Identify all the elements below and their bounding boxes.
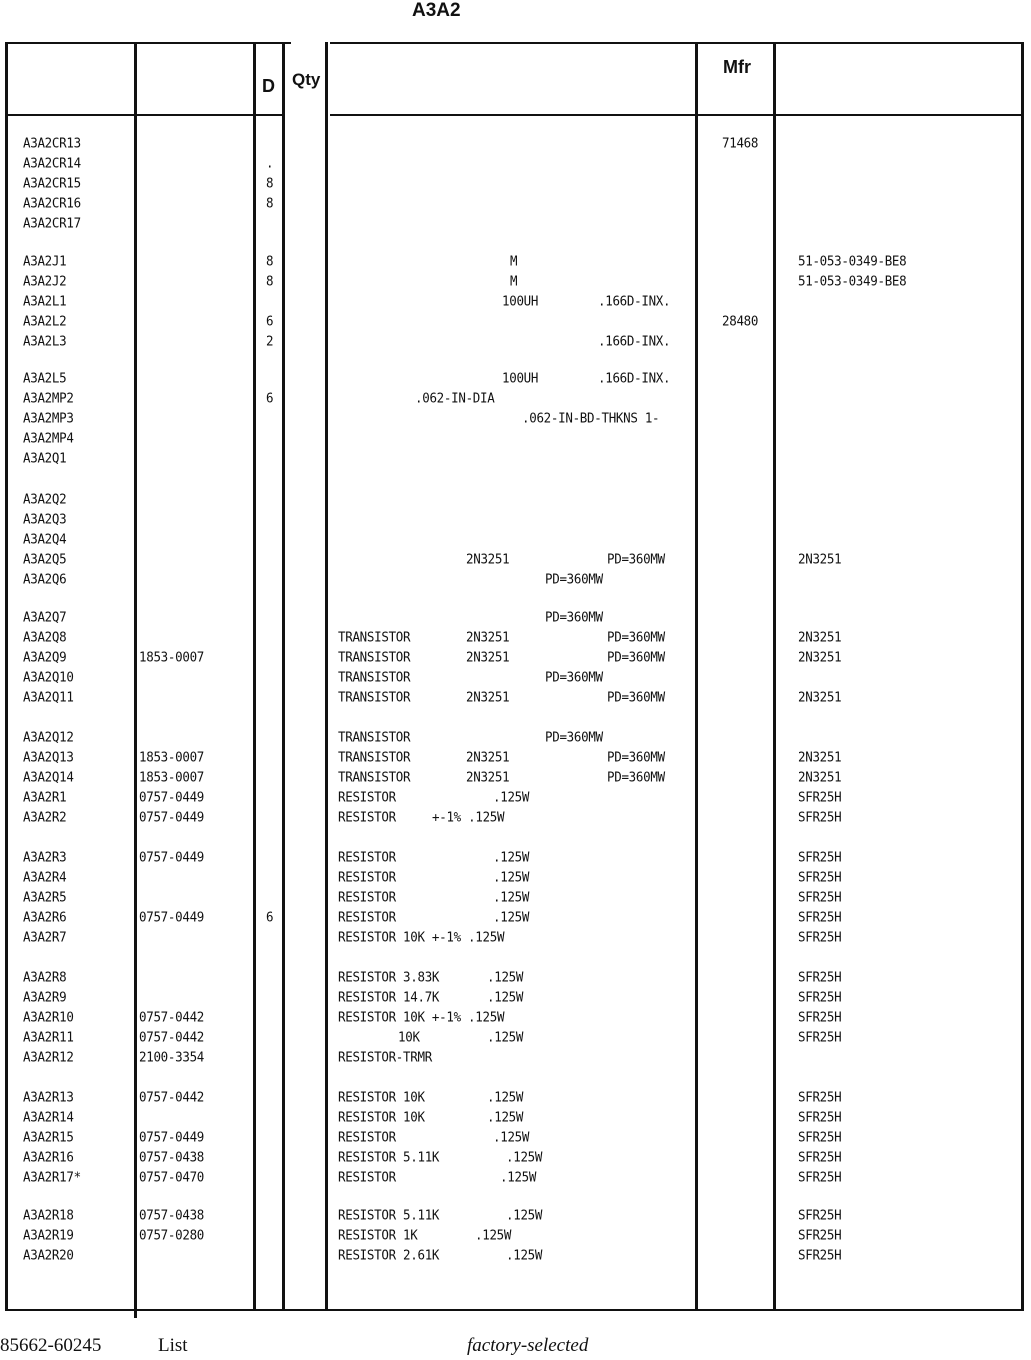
description-fragment: 100UH <box>502 369 539 386</box>
description-fragment: .166D-INX. <box>598 292 671 309</box>
hp-part-number: 0757-0442 <box>139 1008 205 1025</box>
check-digit: 6 <box>266 389 274 406</box>
top-rule-right <box>330 42 1024 44</box>
hp-part-number: 0757-0449 <box>139 848 205 865</box>
mfr-part-number: 2N3251 <box>798 648 842 665</box>
description-fragment: PD=360MW <box>607 628 665 645</box>
description-fragment: RESISTOR <box>338 1168 396 1185</box>
description-fragment: 2N3251 <box>466 550 510 567</box>
mfr-part-number: 2N3251 <box>798 748 842 765</box>
mfr-part-number: SFR25H <box>798 848 842 865</box>
description-fragment: RESISTOR 2.61K <box>338 1246 440 1263</box>
description-fragment: .166D-INX. <box>598 332 671 349</box>
col-line-0 <box>5 42 8 1311</box>
reference-designator: A3A2L5 <box>23 369 67 386</box>
description-fragment: .125W <box>493 848 530 865</box>
description-fragment: .062-IN-BD-THKNS 1- <box>522 409 660 426</box>
description-fragment: 2N3251 <box>466 628 510 645</box>
mfr-part-number: SFR25H <box>798 968 842 985</box>
description-fragment: M <box>510 272 518 289</box>
mfr-part-number: SFR25H <box>798 1088 842 1105</box>
description-fragment: RESISTOR 1K <box>338 1226 418 1243</box>
check-digit: 8 <box>266 272 274 289</box>
reference-designator: A3A2R17* <box>23 1168 81 1185</box>
description-fragment: PD=360MW <box>607 748 665 765</box>
reference-designator: A3A2Q1 <box>23 449 67 466</box>
reference-designator: A3A2R11 <box>23 1028 74 1045</box>
col-line-7 <box>1021 42 1024 1311</box>
description-fragment: RESISTOR <box>338 888 396 905</box>
hp-part-number: 1853-0007 <box>139 768 205 785</box>
reference-designator: A3A2R15 <box>23 1128 74 1145</box>
reference-designator: A3A2MP4 <box>23 429 74 446</box>
description-fragment: .125W <box>506 1148 543 1165</box>
reference-designator: A3A2Q13 <box>23 748 74 765</box>
check-digit: 8 <box>266 174 274 191</box>
reference-designator: A3A2R18 <box>23 1206 74 1223</box>
reference-designator: A3A2Q3 <box>23 510 67 527</box>
top-rule-left <box>5 42 291 44</box>
mfr-part-number: 2N3251 <box>798 628 842 645</box>
mfr-part-number: SFR25H <box>798 1108 842 1125</box>
reference-designator: A3A2R7 <box>23 928 67 945</box>
mfr-part-number: SFR25H <box>798 808 842 825</box>
description-fragment: .125W <box>487 988 524 1005</box>
mfr-part-number: 51-053-0349-BE8 <box>798 252 907 269</box>
check-digit: 2 <box>266 332 274 349</box>
reference-designator: A3A2CR16 <box>23 194 81 211</box>
reference-designator: A3A2J2 <box>23 272 67 289</box>
col-line-4 <box>325 42 328 1311</box>
description-fragment: RESISTOR <box>338 808 396 825</box>
hp-part-number: 0757-0438 <box>139 1148 205 1165</box>
header-rule-left <box>5 114 285 116</box>
description-fragment: RESISTOR <box>338 848 396 865</box>
description-fragment: PD=360MW <box>545 728 603 745</box>
description-fragment: .125W <box>500 1168 537 1185</box>
description-fragment: .125W <box>506 1246 543 1263</box>
description-fragment: +-1% .125W <box>432 808 505 825</box>
reference-designator: A3A2R13 <box>23 1088 74 1105</box>
description-fragment: RESISTOR <box>338 908 396 925</box>
reference-designator: A3A2Q5 <box>23 550 67 567</box>
hp-part-number: 1853-0007 <box>139 648 205 665</box>
reference-designator: A3A2CR15 <box>23 174 81 191</box>
check-digit: 6 <box>266 908 274 925</box>
mfr-part-number: SFR25H <box>798 988 842 1005</box>
mfr-part-number: SFR25H <box>798 1246 842 1263</box>
mfr-part-number: 2N3251 <box>798 768 842 785</box>
description-fragment: RESISTOR 14.7K <box>338 988 440 1005</box>
reference-designator: A3A2R2 <box>23 808 67 825</box>
hp-part-number: 0757-0470 <box>139 1168 205 1185</box>
hp-part-number: 0757-0449 <box>139 1128 205 1145</box>
description-fragment: .125W <box>493 888 530 905</box>
reference-designator: A3A2L3 <box>23 332 67 349</box>
mfr-part-number: SFR25H <box>798 1206 842 1223</box>
reference-designator: A3A2Q2 <box>23 490 67 507</box>
hp-part-number: 0757-0449 <box>139 808 205 825</box>
reference-designator: A3A2Q7 <box>23 608 67 625</box>
mfr-part-number: SFR25H <box>798 1028 842 1045</box>
page-title: A3A2 <box>412 0 461 21</box>
reference-designator: A3A2MP3 <box>23 409 74 426</box>
reference-designator: A3A2MP2 <box>23 389 74 406</box>
mfr-part-number: 2N3251 <box>798 550 842 567</box>
footer-note: factory-selected <box>467 1335 589 1356</box>
mfr-part-number: 51-053-0349-BE8 <box>798 272 907 289</box>
hp-part-number: 2100-3354 <box>139 1048 205 1065</box>
description-fragment: 100UH <box>502 292 539 309</box>
col-line-2 <box>253 42 256 1311</box>
description-fragment: TRANSISTOR <box>338 768 411 785</box>
reference-designator: A3A2R1 <box>23 788 67 805</box>
mfr-code: 28480 <box>722 312 759 329</box>
mfr-part-number: SFR25H <box>798 1008 842 1025</box>
description-fragment: .125W <box>493 908 530 925</box>
reference-designator: A3A2Q4 <box>23 530 67 547</box>
hp-part-number: 0757-0442 <box>139 1088 205 1105</box>
mfr-part-number: SFR25H <box>798 788 842 805</box>
description-fragment: PD=360MW <box>545 570 603 587</box>
check-digit: 6 <box>266 312 274 329</box>
footer-part-number: 85662-60245 <box>0 1335 102 1356</box>
description-fragment: PD=360MW <box>607 688 665 705</box>
col-line-5 <box>695 42 698 1311</box>
hp-part-number: 0757-0442 <box>139 1028 205 1045</box>
description-fragment: .125W <box>487 968 524 985</box>
mfr-part-number: SFR25H <box>798 868 842 885</box>
description-fragment: .125W <box>493 868 530 885</box>
reference-designator: A3A2R20 <box>23 1246 74 1263</box>
reference-designator: A3A2R19 <box>23 1226 74 1243</box>
description-fragment: M <box>510 252 518 269</box>
description-fragment: RESISTOR 3.83K <box>338 968 440 985</box>
description-fragment: TRANSISTOR <box>338 648 411 665</box>
mfr-part-number: 2N3251 <box>798 688 842 705</box>
mfr-part-number: SFR25H <box>798 1148 842 1165</box>
reference-designator: A3A2R16 <box>23 1148 74 1165</box>
hp-part-number: 0757-0449 <box>139 908 205 925</box>
description-fragment: 2N3251 <box>466 768 510 785</box>
description-fragment: 10K <box>398 1028 420 1045</box>
mfr-part-number: SFR25H <box>798 1168 842 1185</box>
hp-part-number: 0757-0438 <box>139 1206 205 1223</box>
description-fragment: .166D-INX. <box>598 369 671 386</box>
description-fragment: RESISTOR 10K +-1% .125W <box>338 928 505 945</box>
description-fragment: RESISTOR 10K +-1% .125W <box>338 1008 505 1025</box>
reference-designator: A3A2R4 <box>23 868 67 885</box>
reference-designator: A3A2L2 <box>23 312 67 329</box>
description-fragment: .062-IN-DIA <box>415 389 495 406</box>
reference-designator: A3A2CR17 <box>23 214 81 231</box>
bottom-rule <box>5 1309 1024 1311</box>
description-fragment: RESISTOR <box>338 788 396 805</box>
description-fragment: .125W <box>475 1226 512 1243</box>
header-mfr: Mfr <box>723 57 751 77</box>
reference-designator: A3A2CR13 <box>23 134 81 151</box>
col-line-3 <box>282 42 285 1311</box>
reference-designator: A3A2Q11 <box>23 688 74 705</box>
col-line-1 <box>134 42 137 1318</box>
description-fragment: TRANSISTOR <box>338 688 411 705</box>
reference-designator: A3A2Q9 <box>23 648 67 665</box>
description-fragment: TRANSISTOR <box>338 748 411 765</box>
reference-designator: A3A2R9 <box>23 988 67 1005</box>
mfr-part-number: SFR25H <box>798 928 842 945</box>
description-fragment: RESISTOR-TRMR <box>338 1048 432 1065</box>
description-fragment: RESISTOR 5.11K <box>338 1206 440 1223</box>
description-fragment: .125W <box>487 1108 524 1125</box>
reference-designator: A3A2Q12 <box>23 728 74 745</box>
header-qty: Qty <box>292 70 321 89</box>
description-fragment: .125W <box>493 788 530 805</box>
hp-part-number: 1853-0007 <box>139 748 205 765</box>
reference-designator: A3A2L1 <box>23 292 67 309</box>
description-fragment: .125W <box>506 1206 543 1223</box>
hp-part-number: 0757-0280 <box>139 1226 205 1243</box>
description-fragment: .125W <box>493 1128 530 1145</box>
description-fragment: 2N3251 <box>466 648 510 665</box>
reference-designator: A3A2R6 <box>23 908 67 925</box>
mfr-part-number: SFR25H <box>798 908 842 925</box>
reference-designator: A3A2R3 <box>23 848 67 865</box>
reference-designator: A3A2Q6 <box>23 570 67 587</box>
description-fragment: PD=360MW <box>607 768 665 785</box>
reference-designator: A3A2Q10 <box>23 668 74 685</box>
check-digit: . <box>266 154 274 171</box>
mfr-part-number: SFR25H <box>798 888 842 905</box>
mfr-part-number: SFR25H <box>798 1128 842 1145</box>
reference-designator: A3A2Q14 <box>23 768 74 785</box>
description-fragment: TRANSISTOR <box>338 668 411 685</box>
hp-part-number: 0757-0449 <box>139 788 205 805</box>
description-fragment: 2N3251 <box>466 688 510 705</box>
reference-designator: A3A2R8 <box>23 968 67 985</box>
description-fragment: TRANSISTOR <box>338 628 411 645</box>
reference-designator: A3A2CR14 <box>23 154 81 171</box>
description-fragment: RESISTOR <box>338 868 396 885</box>
check-digit: 8 <box>266 194 274 211</box>
reference-designator: A3A2R10 <box>23 1008 74 1025</box>
reference-designator: A3A2Q8 <box>23 628 67 645</box>
description-fragment: PD=360MW <box>607 550 665 567</box>
check-digit: 8 <box>266 252 274 269</box>
col-line-6 <box>773 42 776 1311</box>
header-cd: D <box>262 76 275 96</box>
reference-designator: A3A2J1 <box>23 252 67 269</box>
description-fragment: RESISTOR 10K <box>338 1108 425 1125</box>
description-fragment: PD=360MW <box>607 648 665 665</box>
header-rule-right <box>330 114 1024 116</box>
description-fragment: RESISTOR 5.11K <box>338 1148 440 1165</box>
description-fragment: .125W <box>487 1088 524 1105</box>
description-fragment: 2N3251 <box>466 748 510 765</box>
footer-list: List <box>158 1335 188 1356</box>
mfr-code: 71468 <box>722 134 759 151</box>
reference-designator: A3A2R12 <box>23 1048 74 1065</box>
description-fragment: PD=360MW <box>545 608 603 625</box>
reference-designator: A3A2R14 <box>23 1108 74 1125</box>
description-fragment: RESISTOR 10K <box>338 1088 425 1105</box>
description-fragment: RESISTOR <box>338 1128 396 1145</box>
description-fragment: TRANSISTOR <box>338 728 411 745</box>
description-fragment: .125W <box>487 1028 524 1045</box>
description-fragment: PD=360MW <box>545 668 603 685</box>
reference-designator: A3A2R5 <box>23 888 67 905</box>
mfr-part-number: SFR25H <box>798 1226 842 1243</box>
